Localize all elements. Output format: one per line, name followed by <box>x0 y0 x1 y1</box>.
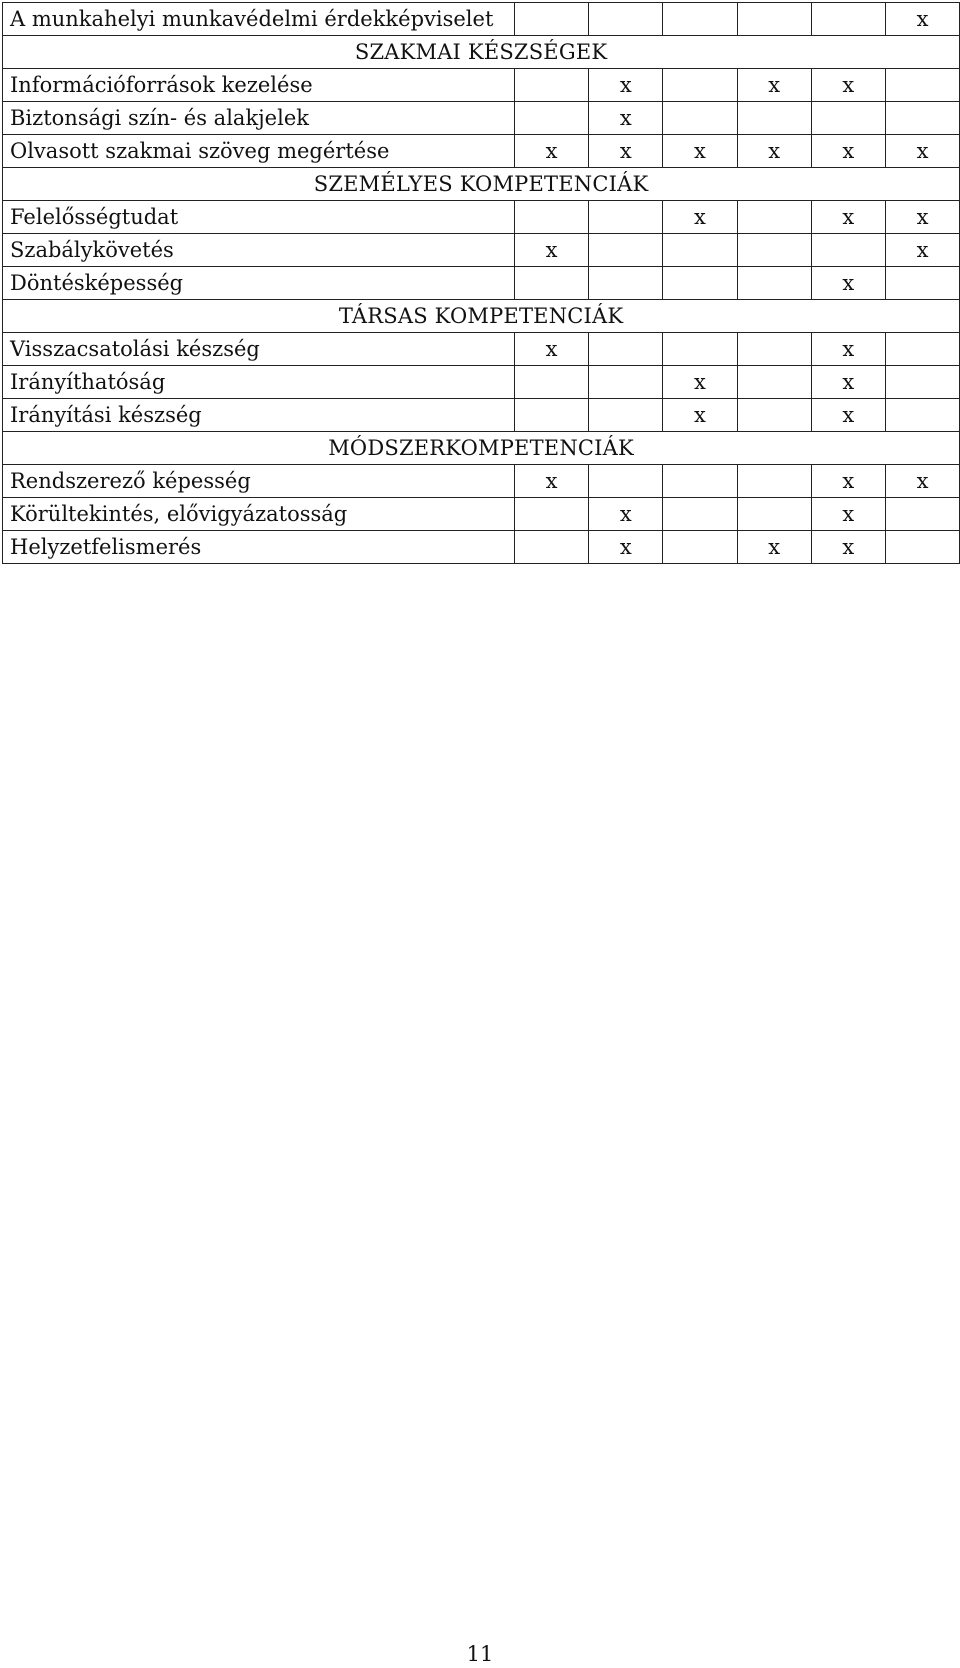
row-label: Körültekintés, elővigyázatosság <box>3 498 515 531</box>
mark-cell <box>589 3 663 36</box>
mark-cell: x <box>811 498 885 531</box>
table-row <box>3 69 960 102</box>
mark-cell <box>663 267 737 300</box>
row-label: A munkahelyi munkavédelmi érdekképviselet <box>3 3 515 36</box>
mark-cell <box>811 3 885 36</box>
mark-cell <box>515 69 589 102</box>
mark-cell: x <box>811 465 885 498</box>
mark-cell <box>737 498 811 531</box>
mark-cell <box>737 234 811 267</box>
row-label: Felelősségtudat <box>3 201 515 234</box>
mark-cell <box>811 234 885 267</box>
mark-cell <box>663 3 737 36</box>
section-heading: SZEMÉLYES KOMPETENCIÁK <box>3 168 960 201</box>
mark-cell <box>737 3 811 36</box>
mark-cell <box>515 102 589 135</box>
table-row <box>3 234 960 267</box>
mark-cell <box>663 69 737 102</box>
mark-cell <box>663 102 737 135</box>
mark-cell: x <box>589 135 663 168</box>
mark-cell: x <box>885 201 959 234</box>
mark-cell <box>885 267 959 300</box>
row-label: Irányítási készség <box>3 399 515 432</box>
mark-cell: x <box>589 498 663 531</box>
mark-cell <box>515 366 589 399</box>
table-row <box>3 333 960 366</box>
table-row <box>3 498 960 531</box>
mark-cell <box>885 531 959 564</box>
mark-cell <box>663 234 737 267</box>
row-label: Információforrások kezelése <box>3 69 515 102</box>
competency-table-body <box>3 3 960 564</box>
mark-cell: x <box>811 531 885 564</box>
mark-cell <box>885 102 959 135</box>
mark-cell: x <box>885 135 959 168</box>
section-heading: TÁRSAS KOMPETENCIÁK <box>3 300 960 333</box>
mark-cell: x <box>811 201 885 234</box>
table-row <box>3 201 960 234</box>
table-row <box>3 135 960 168</box>
mark-cell: x <box>737 135 811 168</box>
mark-cell <box>885 399 959 432</box>
mark-cell <box>515 201 589 234</box>
mark-cell <box>515 531 589 564</box>
mark-cell <box>663 498 737 531</box>
row-label: Visszacsatolási készség <box>3 333 515 366</box>
mark-cell <box>737 333 811 366</box>
mark-cell <box>515 498 589 531</box>
mark-cell <box>589 201 663 234</box>
mark-cell <box>663 465 737 498</box>
mark-cell <box>737 102 811 135</box>
table-row <box>3 399 960 432</box>
mark-cell: x <box>811 399 885 432</box>
mark-cell: x <box>737 69 811 102</box>
section-heading: MÓDSZERKOMPETENCIÁK <box>3 432 960 465</box>
mark-cell <box>663 531 737 564</box>
row-label: Biztonsági szín- és alakjelek <box>3 102 515 135</box>
row-label: Döntésképesség <box>3 267 515 300</box>
mark-cell <box>589 366 663 399</box>
mark-cell: x <box>515 333 589 366</box>
mark-cell: x <box>515 135 589 168</box>
mark-cell: x <box>885 465 959 498</box>
mark-cell <box>885 498 959 531</box>
mark-cell <box>737 366 811 399</box>
mark-cell <box>515 267 589 300</box>
page-number: 11 <box>466 1642 494 1666</box>
table-row <box>3 366 960 399</box>
row-label: Szabálykövetés <box>3 234 515 267</box>
mark-cell: x <box>737 531 811 564</box>
section-header-row <box>3 36 960 69</box>
mark-cell <box>589 465 663 498</box>
mark-cell <box>663 333 737 366</box>
mark-cell: x <box>811 135 885 168</box>
row-label: Helyzetfelismerés <box>3 531 515 564</box>
section-header-row <box>3 300 960 333</box>
mark-cell: x <box>811 333 885 366</box>
mark-cell <box>589 399 663 432</box>
mark-cell <box>589 267 663 300</box>
mark-cell <box>515 399 589 432</box>
mark-cell: x <box>663 201 737 234</box>
mark-cell <box>811 102 885 135</box>
table-row <box>3 102 960 135</box>
mark-cell <box>589 333 663 366</box>
mark-cell <box>515 3 589 36</box>
mark-cell: x <box>885 3 959 36</box>
row-label: Olvasott szakmai szöveg megértése <box>3 135 515 168</box>
competency-table <box>2 2 960 564</box>
mark-cell: x <box>589 531 663 564</box>
mark-cell <box>737 465 811 498</box>
section-header-row <box>3 432 960 465</box>
table-row <box>3 465 960 498</box>
mark-cell: x <box>515 465 589 498</box>
mark-cell <box>885 69 959 102</box>
table-row <box>3 3 960 36</box>
mark-cell: x <box>589 102 663 135</box>
section-header-row <box>3 168 960 201</box>
row-label: Rendszerező képesség <box>3 465 515 498</box>
mark-cell <box>737 201 811 234</box>
mark-cell <box>589 234 663 267</box>
mark-cell: x <box>589 69 663 102</box>
mark-cell: x <box>811 366 885 399</box>
mark-cell: x <box>885 234 959 267</box>
mark-cell <box>737 399 811 432</box>
mark-cell: x <box>663 135 737 168</box>
mark-cell <box>885 333 959 366</box>
mark-cell: x <box>811 69 885 102</box>
mark-cell: x <box>515 234 589 267</box>
mark-cell: x <box>663 366 737 399</box>
mark-cell <box>885 366 959 399</box>
table-row <box>3 531 960 564</box>
mark-cell <box>737 267 811 300</box>
mark-cell: x <box>811 267 885 300</box>
mark-cell: x <box>663 399 737 432</box>
section-heading: SZAKMAI KÉSZSÉGEK <box>3 36 960 69</box>
row-label: Irányíthatóság <box>3 366 515 399</box>
table-row <box>3 267 960 300</box>
